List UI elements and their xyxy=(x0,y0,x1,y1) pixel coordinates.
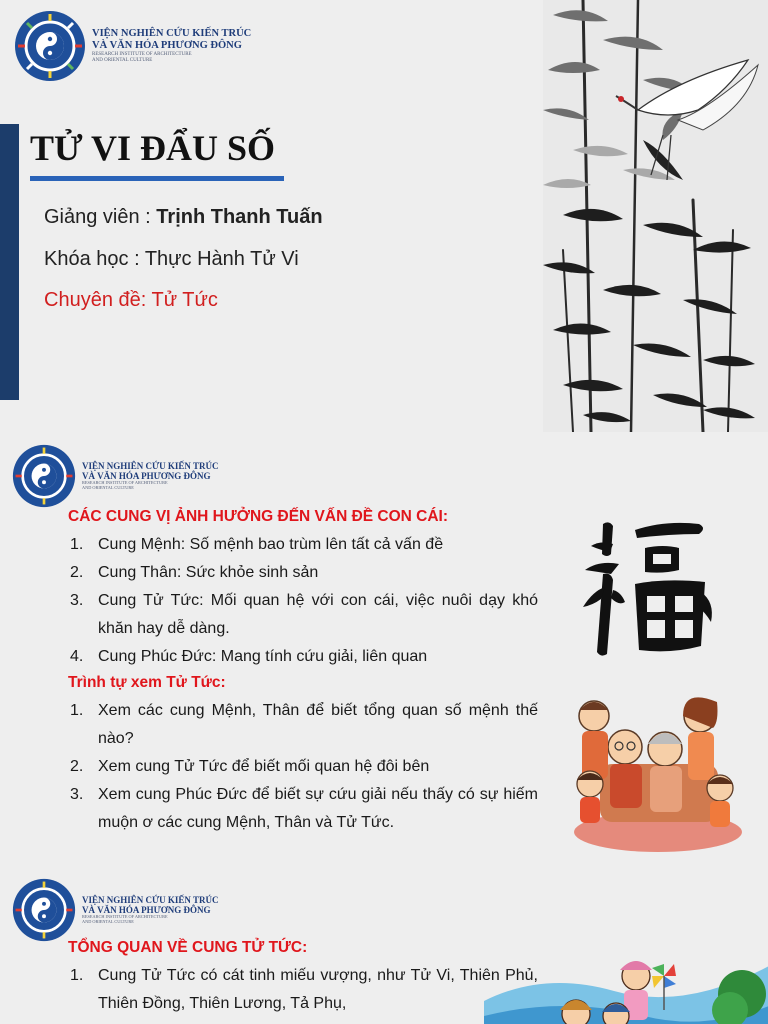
list-text: Xem các cung Mệnh, Thân để biết tổng quan số mệnh thế nào? xyxy=(98,702,538,747)
list-item xyxy=(68,753,538,781)
logo-english-line2: AND ORIENTAL CULTURE xyxy=(92,58,153,64)
list-item xyxy=(68,587,538,643)
taiji-logo-icon xyxy=(12,878,76,942)
topic-line: Chuyên đề: Tử Tức xyxy=(44,289,218,311)
list-text: Xem cung Tử Tức để biết mối quan hệ đôi bên xyxy=(98,758,430,775)
slide-title: TỬ VI ĐẨU SỐ xyxy=(30,128,276,168)
overview-list xyxy=(68,962,538,1018)
logo-english-line2: AND ORIENTAL CULTURE xyxy=(82,919,134,925)
bamboo-crane-painting xyxy=(543,0,768,432)
logo-english-line2: AND ORIENTAL CULTURE xyxy=(82,485,134,491)
list-number: 2. xyxy=(70,758,84,775)
tong-quan-slide xyxy=(0,866,768,1024)
list-item xyxy=(68,962,538,1018)
section-heading: CÁC CUNG VỊ ẢNH HƯỞNG ĐẾN VẤN ĐỀ CON CÁI: xyxy=(68,508,449,525)
list-number: 1. xyxy=(70,536,84,553)
list-item xyxy=(68,697,538,753)
section-heading: TỔNG QUAN VỀ CUNG TỬ TỨC: xyxy=(68,939,308,956)
logo-name-line2: VÀ VĂN HÓA PHƯƠNG ĐÔNG xyxy=(92,40,242,52)
procedure-list xyxy=(68,697,538,837)
list-number: 1. xyxy=(70,702,84,719)
list-text: Cung Phúc Đức: Mang tính cứu giải, liên quan xyxy=(98,648,428,665)
logo-name-line1: VIỆN NGHIÊN CỨU KIẾN TRÚC xyxy=(82,894,219,905)
kids-illustration xyxy=(484,906,768,1024)
logo-name-line2: VÀ VĂN HÓA PHƯƠNG ĐÔNG xyxy=(82,471,211,482)
institute-logo xyxy=(14,10,251,82)
list-item xyxy=(68,643,538,671)
taiji-logo-icon xyxy=(14,10,86,82)
list-number: 4. xyxy=(70,648,84,665)
list-item xyxy=(68,781,538,837)
course-label: Khóa học : xyxy=(44,248,140,270)
list-item xyxy=(68,531,538,559)
logo-name-line1: VIỆN NGHIÊN CỨU KIẾN TRÚC xyxy=(92,28,252,40)
logo-english-line1: RESEARCH INSTITUTE OF ARCHITECTURE xyxy=(82,480,168,486)
institute-logo xyxy=(12,878,219,942)
list-number: 2. xyxy=(70,564,84,581)
fu-calligraphy xyxy=(573,512,723,662)
cung-vi-slide xyxy=(0,432,768,866)
course-name: Thực Hành Tử Vi xyxy=(144,248,299,270)
family-illustration xyxy=(570,672,745,857)
title-underline xyxy=(30,176,284,181)
logo-english-line1: RESEARCH INSTITUTE OF ARCHITECTURE xyxy=(82,914,168,920)
teacher-label: Giảng viên : xyxy=(44,206,151,228)
list-text: Cung Tử Tức: Mối quan hệ với con cái, việc nuôi dạy khó khăn hay dễ dàng. xyxy=(98,592,538,637)
list-number: 3. xyxy=(70,592,84,609)
taiji-logo-icon xyxy=(12,444,76,508)
logo-name-line2: VÀ VĂN HÓA PHƯƠNG ĐÔNG xyxy=(82,905,211,916)
list-number: 3. xyxy=(70,786,84,803)
teacher-line xyxy=(44,206,323,229)
list-text: Cung Mệnh: Số mệnh bao trùm lên tất cả vấn đề xyxy=(98,536,444,553)
logo-english-line1: RESEARCH INSTITUTE OF ARCHITECTURE xyxy=(92,52,192,58)
list-text: Cung Tử Tức có cát tinh miếu vượng, như Tử Vi, Thiên Phủ, Thiên Đồng, Thiên Lương, Tả Phụ, xyxy=(98,967,538,1012)
palace-list xyxy=(68,531,538,671)
logo-name-line1: VIỆN NGHIÊN CỨU KIẾN TRÚC xyxy=(82,460,219,471)
institute-logo xyxy=(12,444,219,508)
teacher-name: Trịnh Thanh Tuấn xyxy=(156,206,323,228)
navy-side-bar xyxy=(0,124,19,400)
list-item xyxy=(68,559,538,587)
list-number: 1. xyxy=(70,967,84,984)
course-line xyxy=(44,248,299,271)
list-text: Xem cung Phúc Đức để biết sự cứu giải nếu thấy có sự hiếm muộn ơ các cung Mệnh, Thân và Tử Tức. xyxy=(98,786,538,831)
section-heading: Trình tự xem Tử Tức: xyxy=(68,674,226,691)
title-slide xyxy=(0,0,768,432)
list-text: Cung Thân: Sức khỏe sinh sản xyxy=(98,564,319,581)
